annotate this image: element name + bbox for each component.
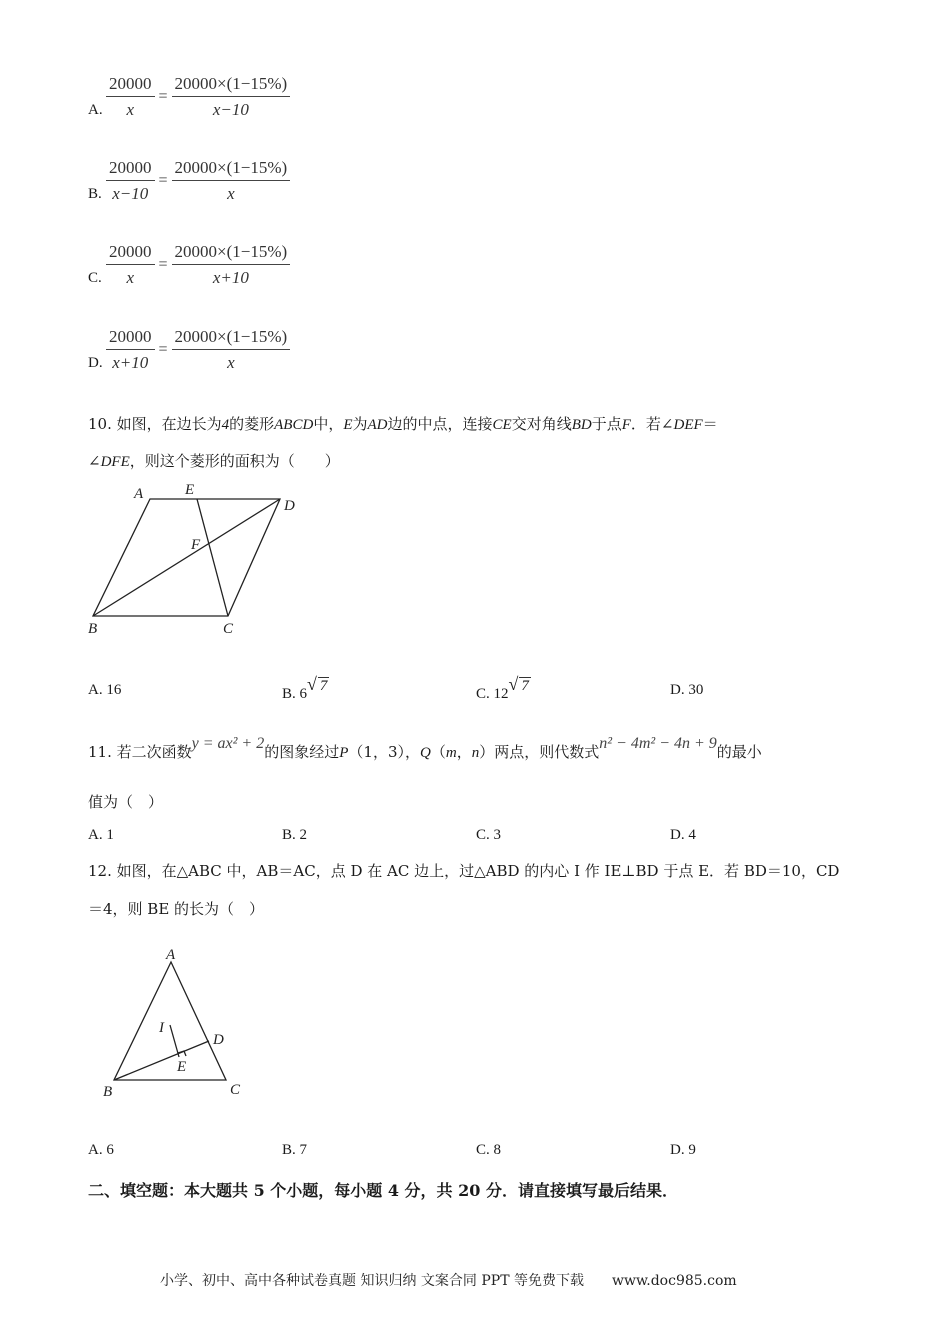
rhombus-figure (80, 478, 310, 640)
label-i: I (159, 1020, 164, 1036)
choice-b[interactable]: B. 6√ 7 (282, 674, 328, 702)
choice-b[interactable]: B. 2 (282, 827, 308, 843)
equals-sign: = (158, 172, 168, 189)
fraction-equation (106, 327, 290, 373)
numerator: 20000×(1−15%) (172, 327, 291, 350)
label-c: C (230, 1082, 241, 1098)
label-a: A (166, 947, 176, 963)
choice-a[interactable]: A. 6 (88, 1142, 114, 1158)
choice-c[interactable]: C. 8 (476, 1142, 502, 1158)
label-d: D (213, 1032, 224, 1048)
choice-a[interactable]: A. 16 (88, 682, 122, 698)
q12-text-line2: ＝4，则 BE 的长为（ ） (88, 900, 265, 918)
sqrt-symbol: √ (307, 674, 317, 694)
choice-b[interactable]: B. 7 (282, 1142, 308, 1158)
choice-d[interactable]: D. 9 (670, 1142, 696, 1158)
segment-ce (197, 499, 228, 616)
q12-text-line1: 12. 如图，在△ABC 中，AB＝AC，点 D 在 AC 边上，过△ABD 的内心 I 作 IE⊥BD 于点 E．若 BD＝10，CD (88, 862, 840, 880)
equals-sign: = (158, 88, 168, 105)
radicand: 7 (521, 678, 529, 694)
numerator: 20000×(1−15%) (172, 74, 291, 97)
label-e: E (185, 482, 195, 498)
denominator: x (126, 100, 135, 119)
numerator: 20000 (106, 158, 155, 181)
section-heading: 二、填空题：本大题共 5 个小题，每小题 4 分，共 20 分．请直接填写最后结果． (88, 1181, 678, 1200)
label-c: C (223, 621, 234, 637)
equals-sign: = (158, 256, 168, 273)
segment-ie (170, 1025, 179, 1057)
q11-text-line2: 值为（ ） (88, 793, 164, 811)
choice-c[interactable]: C. 3 (476, 827, 502, 843)
choice-a[interactable]: A. 1 (88, 827, 114, 843)
denominator: x−10 (112, 184, 149, 203)
label-d: D (284, 498, 295, 514)
q11-text-line1: 11. 若二次函数y = ax² + 2的图象经过P（1，3），Q（m，n）两点，则代数式n² − 4m² − 4n + 9的最小 (88, 735, 762, 761)
label-f: F (191, 537, 201, 553)
triangle-figure (95, 940, 255, 1102)
numerator: 20000 (106, 327, 155, 350)
q10-text-line2: ∠DFE，则这个菱形的面积为（ ） (88, 452, 340, 470)
choice-c[interactable]: C. 12√ 7 (476, 674, 529, 702)
denominator: x+10 (212, 268, 249, 287)
segment-bd (114, 1041, 209, 1080)
denominator: x+10 (112, 353, 149, 372)
page-footer: 小学、初中、高中各种试卷真题 知识归纳 文案合同 PPT 等免费下载 www.doc985.com (160, 1273, 737, 1289)
choice-d[interactable]: D. 30 (670, 682, 704, 698)
label-e: E (177, 1059, 187, 1075)
label-b: B (103, 1084, 113, 1100)
denominator: x (227, 184, 235, 203)
option-label: A. (88, 102, 103, 118)
fraction-equation (106, 158, 290, 204)
numerator: 20000 (106, 74, 155, 97)
choice-d[interactable]: D. 4 (670, 827, 696, 843)
radicand: 7 (319, 678, 328, 694)
q10-text-line1: 10. 如图，在边长为4的菱形ABCD中，E为AD边的中点，连接CE交对角线BD于点F．若∠DEF＝ (88, 415, 718, 433)
fraction-equation (106, 242, 290, 288)
label-b: B (88, 621, 98, 637)
quadratic-function: y = ax² + 2 (191, 735, 265, 752)
option-label: B. (88, 186, 102, 202)
fraction-equation (106, 74, 290, 120)
option-label: D. (88, 355, 103, 371)
denominator: x (126, 268, 135, 287)
label-a: A (134, 486, 144, 502)
option-label: C. (88, 270, 102, 286)
denominator: x−10 (212, 100, 249, 119)
numerator: 20000×(1−15%) (172, 242, 291, 265)
sqrt-symbol: √ (508, 674, 519, 694)
equals-sign: = (158, 341, 168, 358)
numerator: 20000 (106, 242, 155, 265)
denominator: x (227, 353, 235, 372)
triangle-abc (114, 962, 226, 1080)
numerator: 20000×(1−15%) (172, 158, 291, 181)
algebraic-expression: n² − 4m² − 4n + 9 (599, 735, 717, 752)
